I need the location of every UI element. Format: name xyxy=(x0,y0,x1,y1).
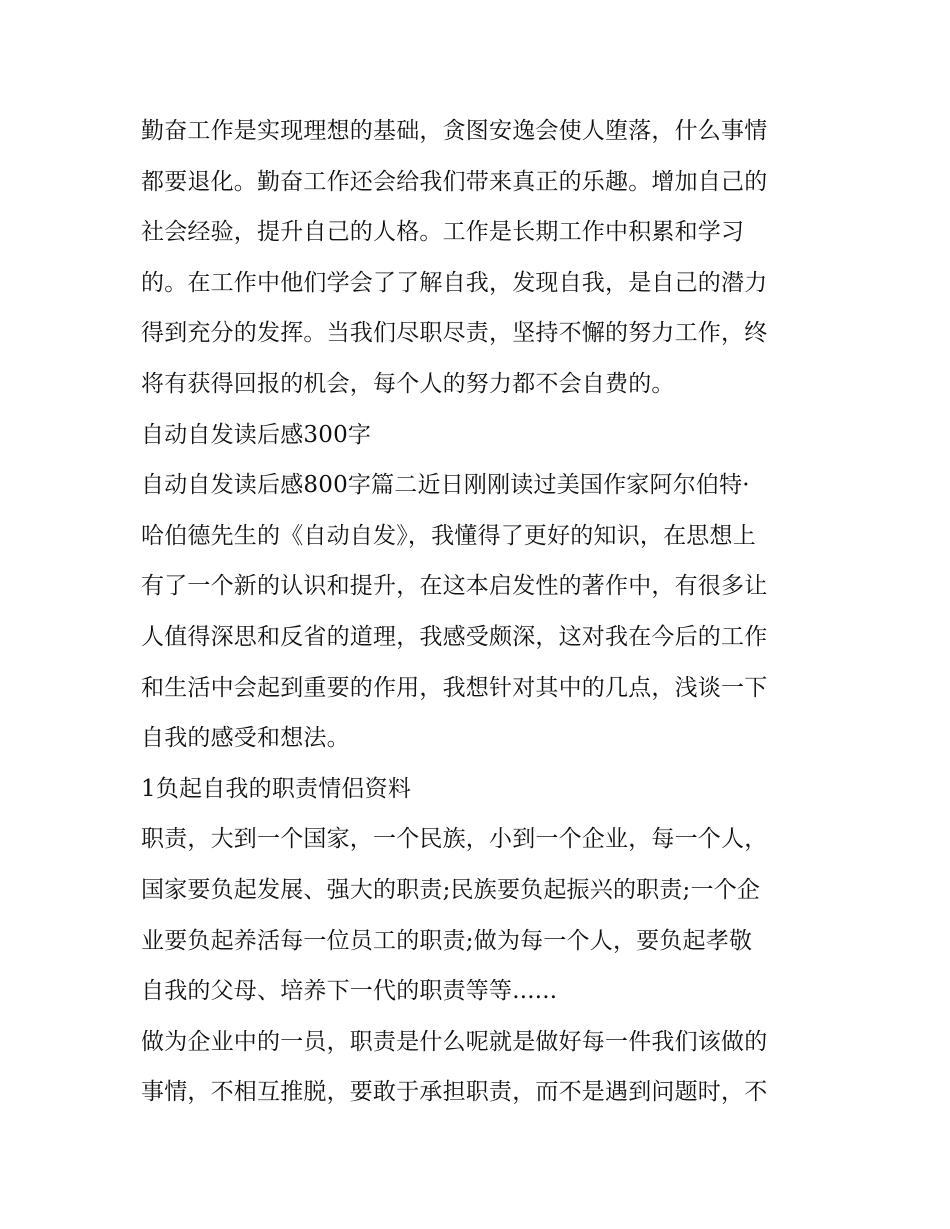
text-line: 做为企业中的一员，职责是什么呢就是做好每一件我们该做的 xyxy=(141,1028,768,1055)
text-line: 勤奋工作是实现理想的基础，贪图安逸会使人堕落，什么事情 xyxy=(141,118,768,144)
section-heading: 1负起自我的职责情侣资料 xyxy=(141,775,412,802)
text-line: 得到充分的发挥。当我们尽职尽责，坚持不懈的努力工作，终 xyxy=(141,320,768,347)
text-line: 职责，大到一个国家，一个民族，小到一个企业，每一个人， xyxy=(141,826,768,853)
text-line: 国家要负起发展、强大的职责;民族要负起振兴的职责;一个企 xyxy=(141,876,761,903)
text-line: 自我的感受和想法。 xyxy=(141,725,350,752)
text-line: 人值得深思和反省的道理，我感受颇深，这对我在今后的工作 xyxy=(141,623,768,650)
section-heading: 自动自发读后感300字 xyxy=(141,421,372,448)
text-line: 自我的父母、培养下一代的职责等等...... xyxy=(141,978,558,1005)
text-line: 的。在工作中他们学会了了解自我，发现自我，是自己的潜力 xyxy=(141,269,768,296)
text-line: 都要退化。勤奋工作还会给我们带来真正的乐趣。增加自己的 xyxy=(141,168,768,195)
text-line: 将有获得回报的机会，每个人的努力都不会自费的。 xyxy=(141,370,675,397)
text-line: 事情，不相互推脱，要敢于承担职责，而不是遇到问题时，不 xyxy=(141,1079,768,1106)
text-line: 社会经验，提升自己的人格。工作是长期工作中积累和学习 xyxy=(141,219,745,246)
text-line: 有了一个新的认识和提升，在这本启发性的著作中，有很多让 xyxy=(141,573,768,600)
text-line: 哈伯德先生的《自动自发》，我懂得了更好的知识，在思想上 xyxy=(141,522,756,549)
text-line: 自动自发读后感800字篇二近日刚刚读过美国作家阿尔伯特· xyxy=(141,472,750,499)
document-body xyxy=(141,106,831,1118)
text-line: 和生活中会起到重要的作用，我想针对其中的几点，浅谈一下 xyxy=(141,674,768,701)
text-line: 业要负起养活每一位员工的职责;做为每一个人，要负起孝敬 xyxy=(141,927,753,954)
